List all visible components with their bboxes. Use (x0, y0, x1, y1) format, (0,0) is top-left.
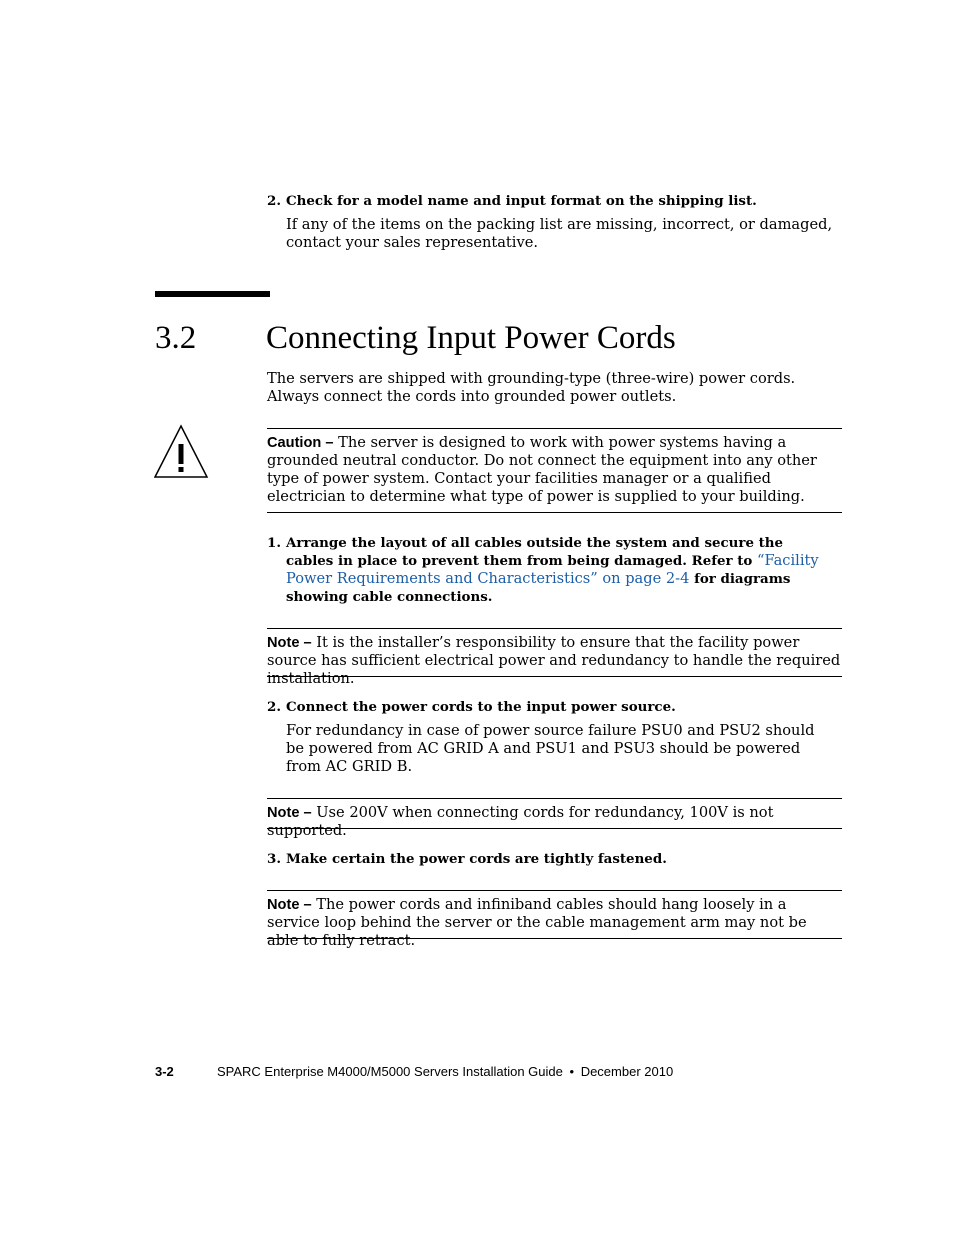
note-bottom-rule (267, 938, 842, 939)
step-body: For redundancy in case of power source failure PSU0 and PSU2 should be powered from AC GRID A and PSU1 and PSU3 should be powered from AC GRID B. (286, 722, 815, 775)
note-top-rule (267, 890, 842, 891)
page-number: 3-2 (155, 1064, 174, 1079)
note-text: It is the installer’s responsibility to ensure that the facility power source has sufficient electrical power and redundancy to handle the required installation. (267, 634, 841, 687)
note-bottom-rule (267, 828, 842, 829)
note-text: The power cords and infiniband cables should hang loosely in a service loop behind the server or the cable management arm may not be able to fully retract. (267, 896, 807, 949)
step-heading: Make certain the power cords are tightly fastened. (286, 851, 667, 867)
caution-top-rule (267, 428, 842, 429)
step-number: 3. (267, 851, 281, 867)
step-number: 2. (267, 699, 281, 715)
step-body: If any of the items on the packing list are missing, incorrect, or damaged, contact your sales representative. (286, 216, 833, 251)
section-intro: The servers are shipped with grounding-type (three-wire) power cords. Always connect the cords into grounded power outlets. (267, 370, 796, 405)
warning-triangle-icon (154, 424, 210, 480)
note-label: Note – (267, 635, 312, 651)
note-text: Use 200V when connecting cords for redundancy, 100V is not supported. (267, 804, 774, 839)
facility-power-link[interactable]: “Facility Power Requirements and Characteristics” on page 2-4 (286, 552, 819, 587)
step-heading (286, 534, 822, 606)
step-number: 1. (267, 535, 281, 551)
note-top-rule (267, 798, 842, 799)
caution-block (267, 434, 842, 506)
footer-bullet: • (569, 1064, 575, 1079)
section-number: 3.2 (155, 320, 197, 356)
footer-title: SPARC Enterprise M4000/M5000 Servers Installation Guide (217, 1064, 563, 1079)
step-heading-text: Arrange the layout of all cables outside the system and secure the cables in place to prevent them from being damaged. Refer to (286, 535, 784, 569)
note-block (267, 804, 842, 840)
note-bottom-rule (267, 676, 842, 677)
note-label: Note – (267, 805, 312, 821)
section-rule (155, 291, 270, 297)
section-title: Connecting Input Power Cords (266, 320, 676, 356)
note-block (267, 634, 842, 688)
note-label: Note – (267, 897, 312, 913)
caution-bottom-rule (267, 512, 842, 513)
step-number: 2. (267, 193, 281, 209)
step-heading: Check for a model name and input format on the shipping list. (286, 193, 757, 209)
caution-label: Caution – (267, 435, 334, 451)
step-heading: Connect the power cords to the input power source. (286, 699, 676, 715)
note-top-rule (267, 628, 842, 629)
step-heading-text: for diagrams showing cable connections. (286, 571, 791, 605)
caution-text: The server is designed to work with power systems having a grounded neutral conductor. Do not connect the equipment into any other type of power system. Contact your facilities manager or a qualified electrician to determine what type of power is supplied to your building. (267, 434, 817, 505)
running-footer (217, 1064, 673, 1080)
footer-date: December 2010 (580, 1064, 674, 1079)
note-block (267, 896, 842, 950)
